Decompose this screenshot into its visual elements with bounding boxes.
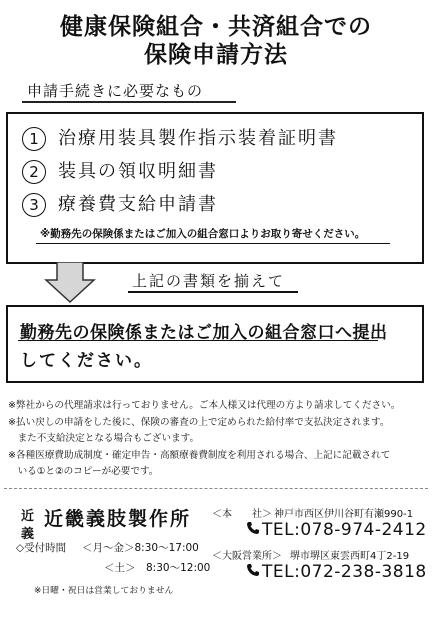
number-circle-1: 1 bbox=[22, 127, 46, 151]
page-title-line1: 健康保険組合・共済組合での bbox=[60, 14, 372, 40]
footer-divider bbox=[4, 488, 428, 489]
required-heading: 申請手続きに必要なもの bbox=[27, 82, 204, 100]
down-arrow-icon bbox=[44, 262, 96, 304]
note-line: ※弊社からの代理請求は行っておりません。ご本人様又は代理の方より請求してください。 bbox=[8, 400, 401, 411]
head-office-tel[interactable]: TEL:078-974-2412 bbox=[262, 520, 427, 540]
page-title-line2: 保険申請方法 bbox=[144, 42, 288, 68]
document-item-1 bbox=[22, 124, 338, 151]
document-item-2 bbox=[22, 157, 218, 184]
documents-note: ※勤務先の保険係またはご加入の組合窓口よりお取り寄せください。 bbox=[40, 228, 366, 240]
documents-note-underline bbox=[36, 243, 390, 244]
document-label-1: 治療用装具製作指示装着証明書 bbox=[58, 128, 338, 149]
note-line: ※各種医療費助成制度・確定申告・高額療養費制度を利用される場合、上記に記載されて bbox=[8, 449, 391, 461]
phone-icon bbox=[246, 563, 260, 577]
branch-tel[interactable]: TEL:072-238-3818 bbox=[262, 562, 427, 582]
note-line: また不支給決定となる場合もございます。 bbox=[8, 433, 200, 444]
closed-note: ※日曜・祝日は営業しておりません bbox=[34, 586, 174, 596]
number-circle-2: 2 bbox=[22, 160, 46, 184]
mid-instruction-underline bbox=[128, 291, 298, 293]
submit-line2: してください。 bbox=[20, 351, 153, 371]
hours-label: ◇受付時間 bbox=[16, 542, 67, 554]
required-heading-underline bbox=[22, 101, 236, 103]
document-item-3 bbox=[22, 190, 218, 217]
branch-label: ＜大阪営業所＞ bbox=[212, 551, 282, 562]
submit-box bbox=[6, 305, 424, 383]
company-name: 近畿義肢製作所 bbox=[44, 508, 192, 530]
branch-tel-row bbox=[246, 562, 427, 582]
note-line: ※払い戻しの申請をした後に、保険の審査の上で定められた給付率で支払決定されます。 bbox=[8, 416, 390, 428]
phone-icon bbox=[246, 521, 260, 535]
submit-line1-underline bbox=[18, 340, 378, 341]
hours-weekday: ＜月～金＞8:30～17:00 bbox=[82, 542, 199, 554]
document-label-3: 療養費支給申請書 bbox=[58, 194, 218, 215]
submit-line1: 勤務先の保険係またはご加入の組合窓口へ提出 bbox=[20, 323, 388, 343]
head-office-tel-row bbox=[246, 520, 427, 540]
note-line: いる①と②のコピーが必要です。 bbox=[8, 466, 159, 477]
branch-address: 堺市堺区東雲西町4丁2-19 bbox=[290, 551, 410, 562]
company-logo: 近義 bbox=[20, 509, 33, 542]
hours-saturday: ＜土＞ 8:30～12:00 bbox=[104, 562, 211, 574]
head-office-label: ＜本 社＞ bbox=[212, 509, 272, 520]
head-office-address: 神戸市西区伊川谷町有瀬990-1 bbox=[274, 509, 414, 520]
document-label-2: 装具の領収明細書 bbox=[58, 161, 218, 182]
mid-instruction: 上記の書類を揃えて bbox=[132, 272, 286, 290]
notes-section bbox=[8, 398, 428, 481]
number-circle-3: 3 bbox=[22, 193, 46, 217]
